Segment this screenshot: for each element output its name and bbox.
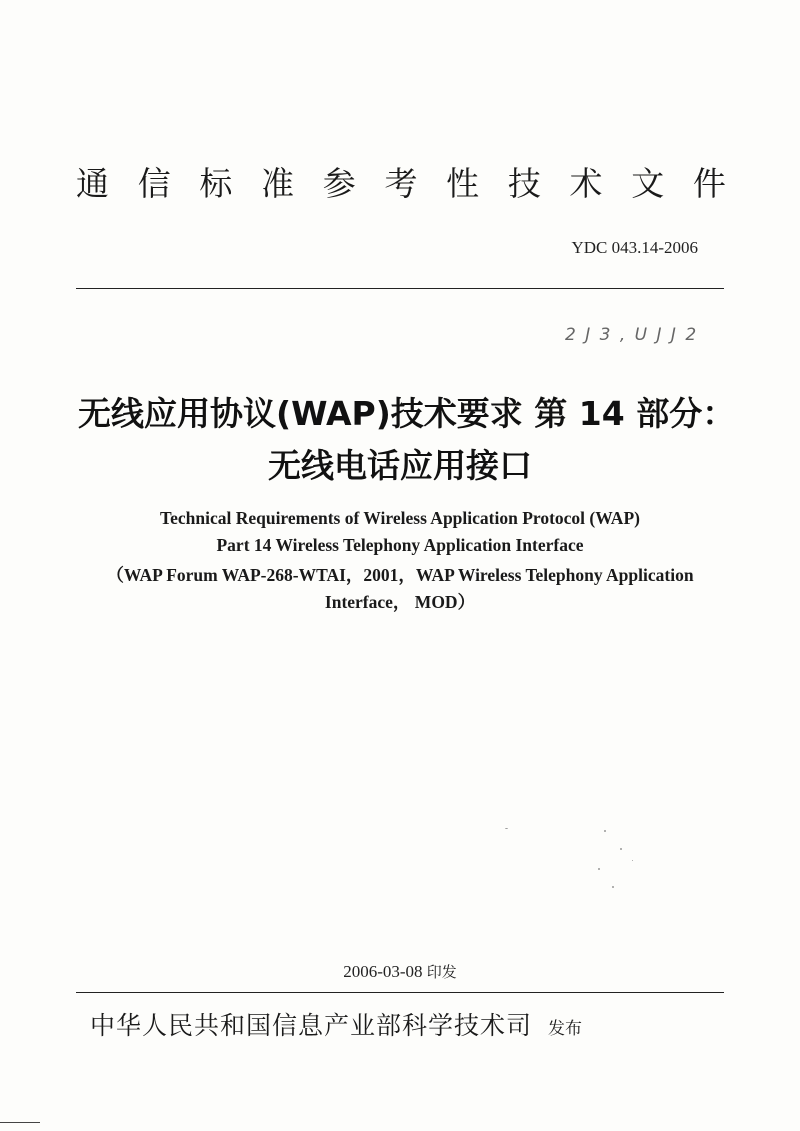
english-title-line-1: Technical Requirements of Wireless Application Protocol (WAP) [160,508,640,528]
issue-label: 印发 [426,963,457,981]
scan-speck [620,848,622,850]
doc-type-char: 信 [137,164,171,203]
english-title-line-3: （WAP Forum WAP-268-WTAI，2001，WAP Wireless Telephony Application [106,565,694,585]
scan-speck [598,868,600,870]
header-divider [76,288,724,289]
english-title-line-4: Interface， MOD） [324,592,476,612]
doc-type-char: 术 [569,164,603,203]
chinese-title-line-2: 无线电话应用接口 [268,446,532,485]
issuer-line [90,1006,582,1042]
doc-type-char: 件 [692,164,726,203]
doc-type-char: 性 [446,164,480,203]
doc-type-char: 通 [76,164,109,203]
english-title-line-2: Part 14 Wireless Telephony Application Interface [216,535,584,555]
standard-number: YDC 043.14-2006 [571,238,698,257]
footer-divider [76,992,724,993]
issue-date-line [0,961,800,982]
corner-mark [0,1122,40,1123]
chinese-title-line-1: 无线应用协议(WAP)技术要求 第 14 部分： [78,394,736,433]
stamp-number: 2 J 3 , U J J 2 [565,325,699,345]
doc-type-char: 准 [261,164,295,203]
publish-label: 发布 [548,1019,583,1039]
issuer-name: 中华人民共和国信息产业部科学技术司 [90,1011,533,1040]
scan-speck [612,886,614,888]
scan-speck [632,860,633,861]
issue-date: 2006-03-08 [343,962,423,981]
doc-type-char: 文 [631,164,665,203]
scan-speck [505,828,508,829]
doc-type-char: 考 [384,164,418,203]
doc-type-char: 技 [507,164,541,203]
scan-speck [604,830,606,832]
document-type-heading [76,158,726,205]
doc-type-char: 标 [199,164,233,203]
doc-type-char: 参 [322,164,356,203]
